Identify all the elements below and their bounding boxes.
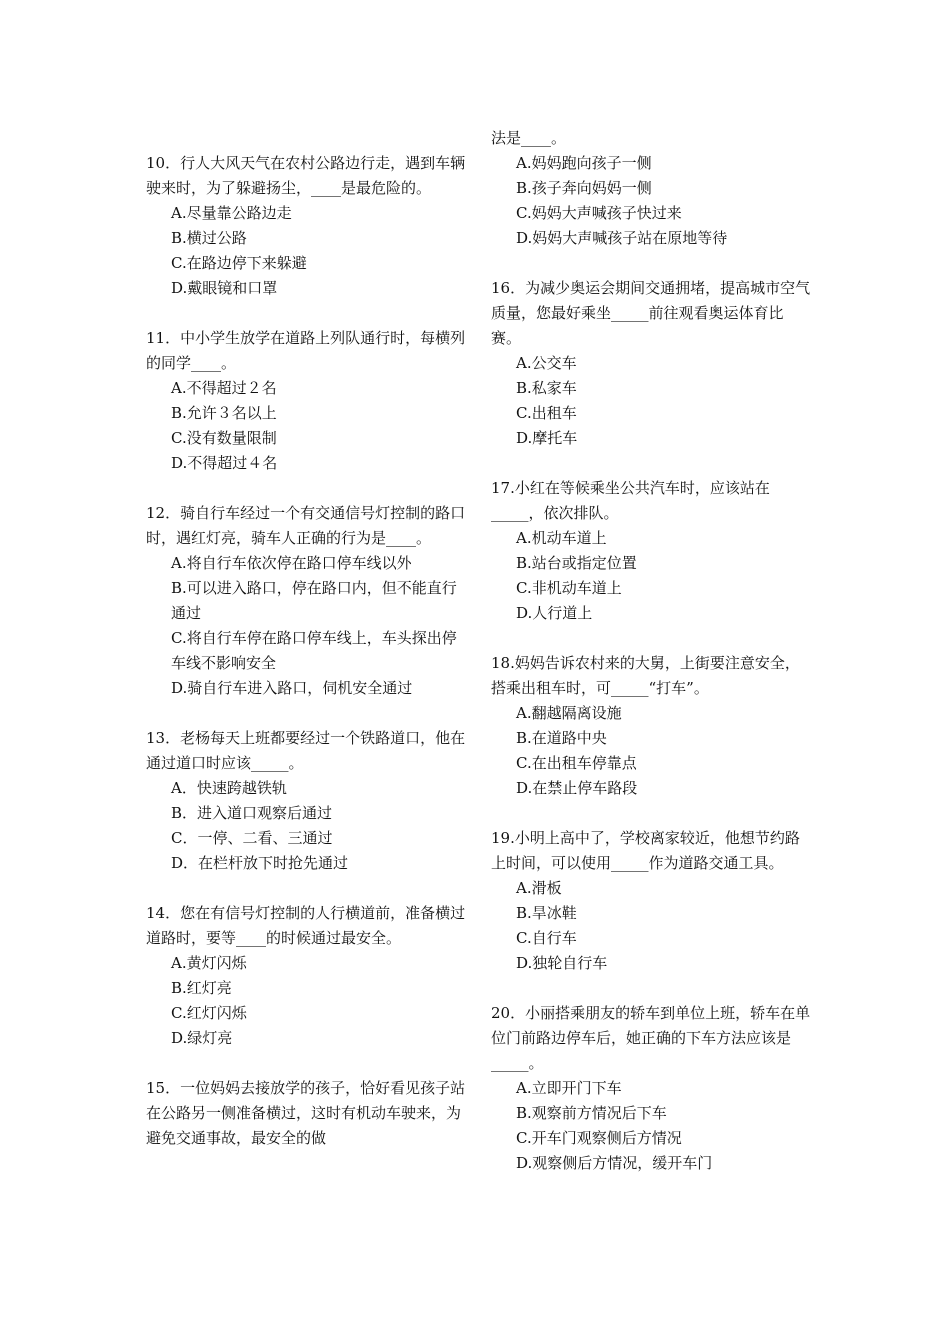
- question-block: [491, 826, 811, 976]
- option-b: B.红灯亮: [171, 979, 232, 997]
- option-c: C.没有数量限制: [171, 429, 277, 447]
- question-block: [491, 651, 811, 801]
- option-a: A.尽量靠公路边走: [171, 204, 292, 222]
- option-d: D.妈妈大声喊孩子站在原地等待: [516, 229, 728, 247]
- option-d: D.人行道上: [516, 604, 593, 622]
- option-list: [146, 951, 466, 1051]
- option-d: D．在栏杆放下时抢先通过: [171, 854, 349, 872]
- option-b: B.观察前方情况后下车: [516, 1104, 667, 1122]
- option-d: D.在禁止停车路段: [516, 779, 638, 797]
- question-stem: 19.小明上高中了，学校离家较近，他想节约路上时间，可以使用_____作为道路交通工具。: [491, 829, 800, 872]
- question-stem: 18.妈妈告诉农村来的大舅，上街要注意安全，搭乘出租车时，可_____“打车”。: [491, 654, 800, 697]
- question-block: [491, 1001, 811, 1176]
- option-a: A.翻越隔离设施: [516, 704, 622, 722]
- option-a: A.机动车道上: [516, 529, 607, 547]
- option-b: B.横过公路: [171, 229, 247, 247]
- question-block: [146, 901, 466, 1051]
- option-list: [491, 701, 811, 801]
- option-d: D.观察侧后方情况，缓开车门: [516, 1154, 713, 1172]
- option-d: D.戴眼镜和口罩: [171, 279, 278, 297]
- question-block: [146, 151, 466, 301]
- option-d: D.骑自行车进入路口，伺机安全通过: [171, 679, 413, 697]
- question-block: [146, 501, 466, 701]
- option-c: C.在路边停下来躲避: [171, 254, 307, 272]
- option-list: [146, 551, 466, 701]
- question-stem: 14．您在有信号灯控制的人行横道前，准备横过道路时，要等____的时候通过最安全。: [146, 904, 466, 947]
- option-d: D.摩托车: [516, 429, 578, 447]
- option-c: C.开车门观察侧后方情况: [516, 1129, 682, 1147]
- option-b: B.私家车: [516, 379, 577, 397]
- option-a: A.公交车: [516, 354, 577, 372]
- question-block: [491, 476, 811, 626]
- option-a: A.滑板: [516, 879, 562, 897]
- option-a: A.黄灯闪烁: [171, 954, 247, 972]
- option-c: C.妈妈大声喊孩子快过来: [516, 204, 682, 222]
- question-block: [146, 726, 466, 876]
- question-stem: 法是____。: [491, 129, 567, 147]
- option-b: B.孩子奔向妈妈一侧: [516, 179, 652, 197]
- option-c: C．一停、二看、三通过: [171, 829, 333, 847]
- question-stem: 20．小丽搭乘朋友的轿车到单位上班，轿车在单位门前路边停车后，她正确的下车方法应该是_____。: [491, 1004, 811, 1072]
- option-a: A.不得超过２名: [171, 379, 277, 397]
- option-c: C.在出租车停靠点: [516, 754, 637, 772]
- question-stem: 10．行人大风天气在农村公路边行走，遇到车辆驶来时，为了躲避扬尘，____是最危险的。: [146, 154, 466, 197]
- option-b: B.旱冰鞋: [516, 904, 577, 922]
- option-a: A.立即开门下车: [516, 1079, 622, 1097]
- question-block: [146, 326, 466, 476]
- question-15-continuation: [491, 126, 811, 251]
- option-d: D.独轮自行车: [516, 954, 608, 972]
- question-block: [491, 276, 811, 451]
- question-stem: 17.小红在等候乘坐公共汽车时，应该站在_____，依次排队。: [491, 479, 770, 522]
- option-a: A.将自行车依次停在路口停车线以外: [171, 554, 412, 572]
- option-list: [491, 1076, 811, 1176]
- option-list: [491, 876, 811, 976]
- option-b: B.可以进入路口，停在路口内，但不能直行通过: [171, 579, 457, 622]
- option-list: [146, 376, 466, 476]
- option-list: [491, 526, 811, 626]
- question-stem: 16．为减少奥运会期间交通拥堵，提高城市空气质量，您最好乘坐_____前往观看奥运体育比赛。: [491, 279, 811, 347]
- option-b: B.站台或指定位置: [516, 554, 637, 572]
- option-d: D.绿灯亮: [171, 1029, 233, 1047]
- option-list: [146, 776, 466, 876]
- option-b: B.允许３名以上: [171, 404, 277, 422]
- option-c: C.红灯闪烁: [171, 1004, 247, 1022]
- option-c: C.非机动车道上: [516, 579, 622, 597]
- right-column: [491, 126, 811, 1176]
- question-block: [146, 1076, 466, 1151]
- left-column: [146, 126, 466, 1151]
- option-c: C.出租车: [516, 404, 577, 422]
- question-stem: 15．一位妈妈去接放学的孩子，恰好看见孩子站在公路另一侧准备横过，这时有机动车驶来，为避免交通事故，最安全的做: [146, 1079, 466, 1147]
- option-c: C.自行车: [516, 929, 577, 947]
- option-c: C.将自行车停在路口停车线上，车头探出停车线不影响安全: [171, 629, 457, 672]
- option-a: A.妈妈跑向孩子一侧: [516, 154, 652, 172]
- option-a: A．快速跨越铁轨: [171, 779, 287, 797]
- option-d: D.不得超过４名: [171, 454, 278, 472]
- option-b: B．进入道口观察后通过: [171, 804, 333, 822]
- question-stem: 11．中小学生放学在道路上列队通行时，每横列的同学____。: [146, 329, 466, 372]
- option-list: [491, 351, 811, 451]
- question-stem: 12．骑自行车经过一个有交通信号灯控制的路口时，遇红灯亮，骑车人正确的行为是____。: [146, 504, 466, 547]
- option-b: B.在道路中央: [516, 729, 607, 747]
- question-stem: 13．老杨每天上班都要经过一个铁路道口，他在通过道口时应该_____。: [146, 729, 466, 772]
- option-list: [146, 201, 466, 301]
- option-list: [491, 151, 811, 251]
